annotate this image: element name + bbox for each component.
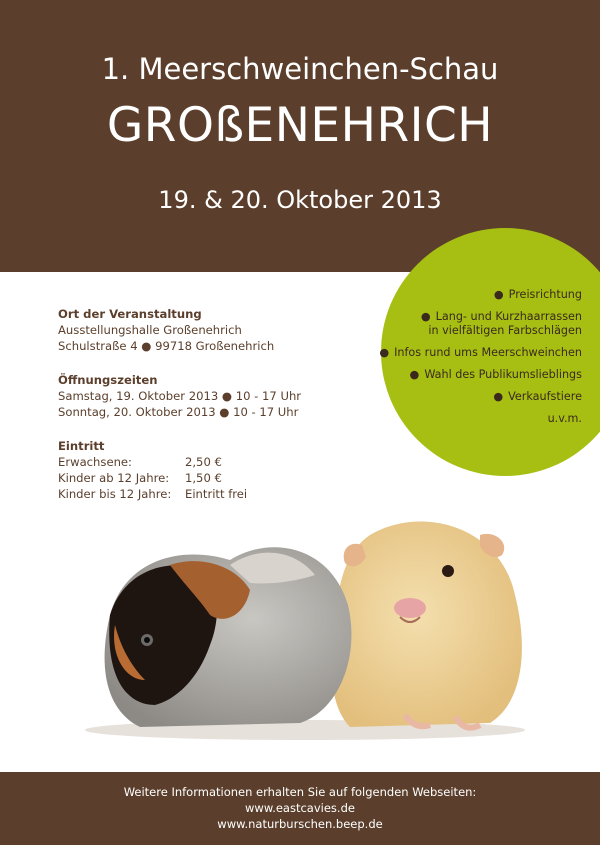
highlights-list (342, 288, 582, 434)
venue-title: Ort der Veranstaltung (58, 307, 202, 321)
highlight-item: ● Lang- und Kurzhaarrassen in vielfältigen Farbschlägen (420, 310, 582, 337)
footer-intro: Weitere Informationen erhalten Sie auf folgenden Webseiten: (123, 785, 477, 799)
hours-title: Öffnungszeiten (58, 373, 158, 387)
hours-line: Samstag, 19. Oktober 2013 ● 10 - 17 Uhr (58, 389, 302, 403)
event-title: 1. Meerschweinchen-Schau (101, 52, 499, 86)
website-link[interactable]: www.naturburschen.beep.de (217, 817, 383, 831)
highlight-item: ● Verkaufstiere (493, 390, 582, 403)
highlight-item: ● Infos rund ums Meerschweinchen (379, 346, 582, 359)
admission-row: Kinder ab 12 Jahre: 1,50 € (58, 471, 222, 485)
event-date: 19. & 20. Oktober 2013 (158, 186, 442, 214)
venue-line: Ausstellungshalle Großenehrich (58, 323, 242, 337)
hours-line: Sonntag, 20. Oktober 2013 ● 10 - 17 Uhr (58, 405, 299, 419)
admission-title: Eintritt (58, 439, 105, 453)
tricolor-guinea-pig-illustration (105, 547, 352, 727)
blonde-guinea-pig-illustration (331, 522, 522, 728)
event-info (58, 306, 301, 502)
admission-row: Kinder bis 12 Jahre: Eintritt frei (58, 487, 248, 501)
highlight-more: u.v.m. (547, 412, 582, 425)
highlight-item: ● Preisrichtung (493, 288, 582, 301)
venue-line: Schulstraße 4 ● 99718 Großenehrich (58, 339, 275, 353)
guinea-pigs-photo (70, 505, 540, 750)
admission-row: Erwachsene: 2,50 € (58, 455, 222, 469)
footer-banner (0, 772, 600, 845)
event-location-title: GROßENEHRICH (106, 98, 494, 153)
highlight-item: ● Wahl des Publikumslieblings (409, 368, 582, 381)
website-link[interactable]: www.eastcavies.de (245, 801, 355, 815)
